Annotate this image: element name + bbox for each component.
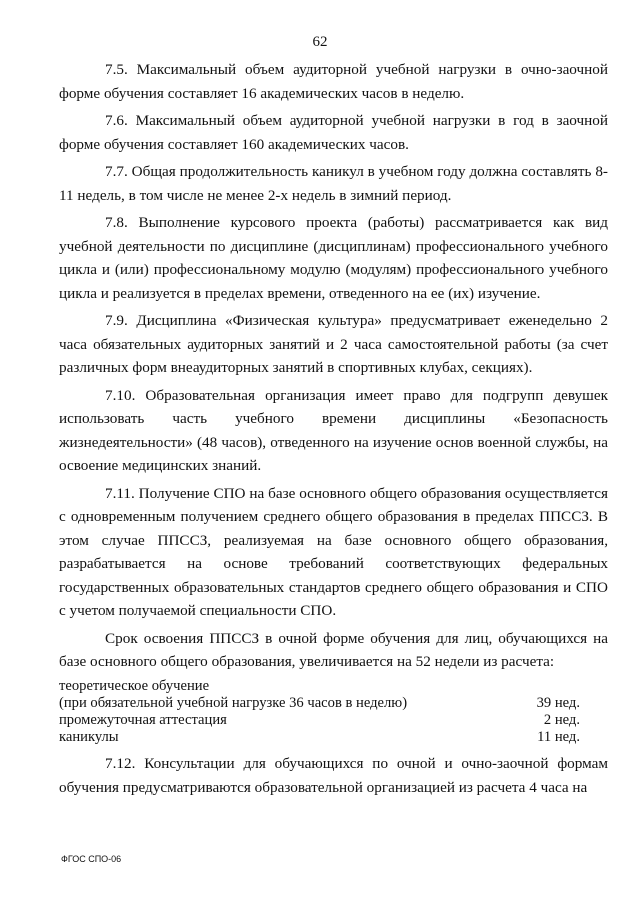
paragraph-7-7: 7.7. Общая продолжительность каникул в учебном году должна составлять 8-11 недель, в том числе не менее 2-х недель в зимний период. [59, 163, 608, 204]
schedule-row [59, 729, 608, 746]
paragraph-7-8: 7.8. Выполнение курсового проекта (работы) рассматривается как вид учебной деятельности по дисциплине (дисциплинам) профессионального учебного цикла и (или) профессиональному модулю (модулям) профессионального учебного цикла и реализуется в пределах времени, отведенного на ее (их) изучение. [59, 214, 608, 302]
paragraph-7-9: 7.9. Дисциплина «Физическая культура» предусматривает еженедельно 2 часа обязательных аудиторных занятий и 2 часа самостоятельной работы (за счет различных форм внеаудиторных занятий в спортивных клубах, секциях). [59, 312, 608, 376]
footer-standard-code: ФГОС СПО-06 [61, 854, 122, 864]
paragraph-7-12: 7.12. Консультации для обучающихся по очной и очно-заочной формам обучения предусматриваются образовательной организацией из расчета 4 часа на [59, 755, 608, 796]
schedule-label: промежуточная аттестация [59, 711, 227, 728]
schedule-label: каникулы [59, 729, 119, 746]
schedule-value [510, 678, 608, 695]
duration-schedule [59, 678, 608, 747]
schedule-row [59, 678, 608, 695]
schedule-value: 39 нед. [536, 694, 580, 711]
paragraph-7-5: 7.5. Максимальный объем аудиторной учебной нагрузки в очно-заочной форме обучения составляет 16 академических часов в неделю. [59, 61, 608, 102]
paragraph-7-10: 7.10. Образовательная организация имеет право для подгрупп девушек использовать часть учебного времени дисциплины «Безопасность жизнедеятельности» (48 часов), отведенного на изучение основ военной службы, на освоение медицинских знаний. [59, 386, 608, 474]
schedule-row [59, 712, 608, 729]
paragraph-7-6: 7.6. Максимальный объем аудиторной учебной нагрузки в год в заочной форме обучения составляет 160 академических часов. [59, 112, 608, 153]
schedule-row [59, 695, 608, 712]
schedule-value: 2 нед. [543, 711, 580, 728]
schedule-value: 11 нед. [537, 729, 580, 746]
document-body [59, 58, 608, 803]
schedule-label: (при обязательной учебной нагрузке 36 часов в неделю) [59, 694, 408, 711]
schedule-label: теоретическое обучение [59, 677, 210, 694]
paragraph-duration: Срок освоения ППССЗ в очной форме обучения для лиц, обучающихся на базе основного общего образования, увеличивается на 52 недели из расчета: [59, 629, 608, 670]
paragraph-7-11: 7.11. Получение СПО на базе основного общего образования осуществляется с одновременным получением среднего общего образования в пределах ППССЗ. В этом случае ППССЗ, реализуемая на базе основного общего образования, разрабатывается на основе требований соответствующих федеральных государственных образовательных стандартов среднего общего образования и СПО с учетом получаемой специальности СПО. [59, 484, 608, 619]
page-number: 62 [312, 34, 328, 50]
